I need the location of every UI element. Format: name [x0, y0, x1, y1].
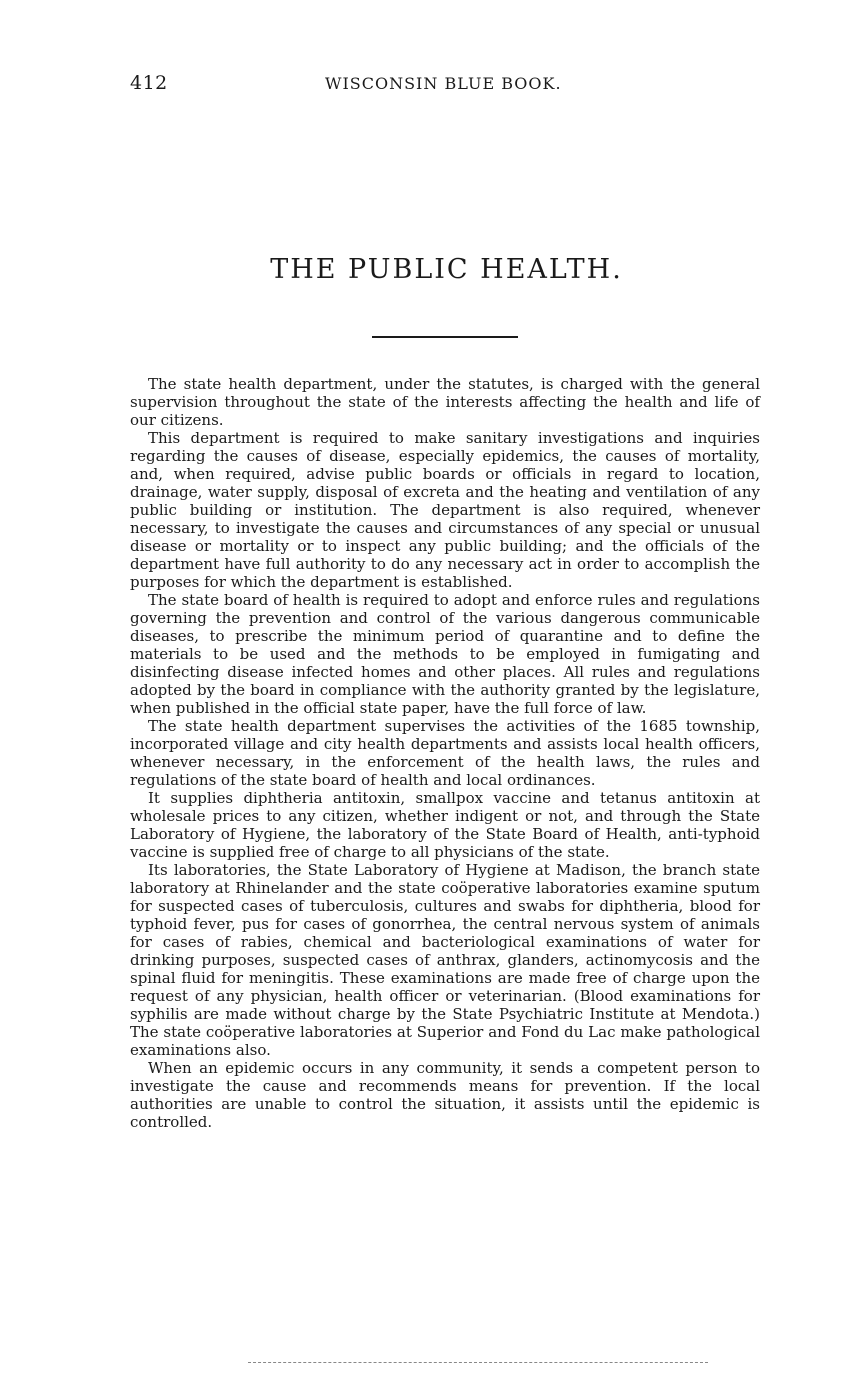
paragraph: The state board of health is required to adopt and enforce rules and regulations governing the prevention and control of the various dangerous communicable diseases, to prescribe the minimum period of quarantine and to define the materials to be used and the methods to be employed in fumigating and disinfecting disease infected homes and other places. All rules and regulations adopted by the board in compliance with the authority granted by the legislature, when published in the official state paper, have the full force of law.	[130, 591, 760, 717]
title-divider	[372, 336, 518, 338]
page-number: 412	[130, 72, 168, 94]
paragraph: When an epidemic occurs in any community, it sends a competent person to investigate the cause and recommends means for prevention. If the local authorities are unable to control the situation, it assists until the epidemic is controlled.	[130, 1059, 760, 1131]
paragraph: The state health department supervises the activities of the 1685 township, incorporated village and city health departments and assists local health officers, whenever necessary, in the enforcement of the health laws, the rules and regulations of the state board of health and local ordinances.	[130, 717, 760, 789]
paragraph: The state health department, under the statutes, is charged with the general supervision throughout the state of the interests affecting the health and life of our citizens.	[130, 375, 760, 429]
paragraph: It supplies diphtheria antitoxin, smallpox vaccine and tetanus antitoxin at wholesale prices to any citizen, whether indigent or not, and through the State Laboratory of Hygiene, the laboratory of the State Board of Health, anti-typhoid vaccine is supplied free of charge to all physicians of the state.	[130, 789, 760, 861]
running-head: WISCONSIN BLUE BOOK.	[325, 74, 562, 93]
paragraph: This department is required to make sanitary investigations and inquiries regarding the causes of disease, especially epidemics, the causes of mortality, and, when required, advise public boards or officials in regard to location, drainage, water supply, disposal of excreta and the heating and ventilation of any public building or institution. The department is also required, whenever necessary, to investigate the causes and circumstances of any special or unusual disease or mortality or to inspect any public building; and the officials of the department have full authority to do any necessary act in order to accomplish the purposes for which the department is established.	[130, 429, 760, 591]
article-body	[130, 375, 760, 1131]
page-title: THE PUBLIC HEALTH.	[270, 254, 623, 285]
paragraph: Its laboratories, the State Laboratory of Hygiene at Madison, the branch state laboratory at Rhinelander and the state coöperative laboratories examine sputum for suspected cases of tuberculosis, cultures and swabs for diphtheria, blood for typhoid fever, pus for cases of gonorrhea, the central nervous system of animals for cases of rabies, chemical and bacteriological examinations of water for drinking purposes, suspected cases of anthrax, glanders, actinomycosis and the spinal fluid for meningitis. These examinations are made free of charge upon the request of any physician, health officer or veterinarian. (Blood examinations for syphilis are made without charge by the State Psychiatric Institute at Mendota.) The state coöperative laboratories at Superior and Fond du Lac make pathological examinations also.	[130, 861, 760, 1059]
bottom-edge-marks	[248, 1362, 708, 1363]
